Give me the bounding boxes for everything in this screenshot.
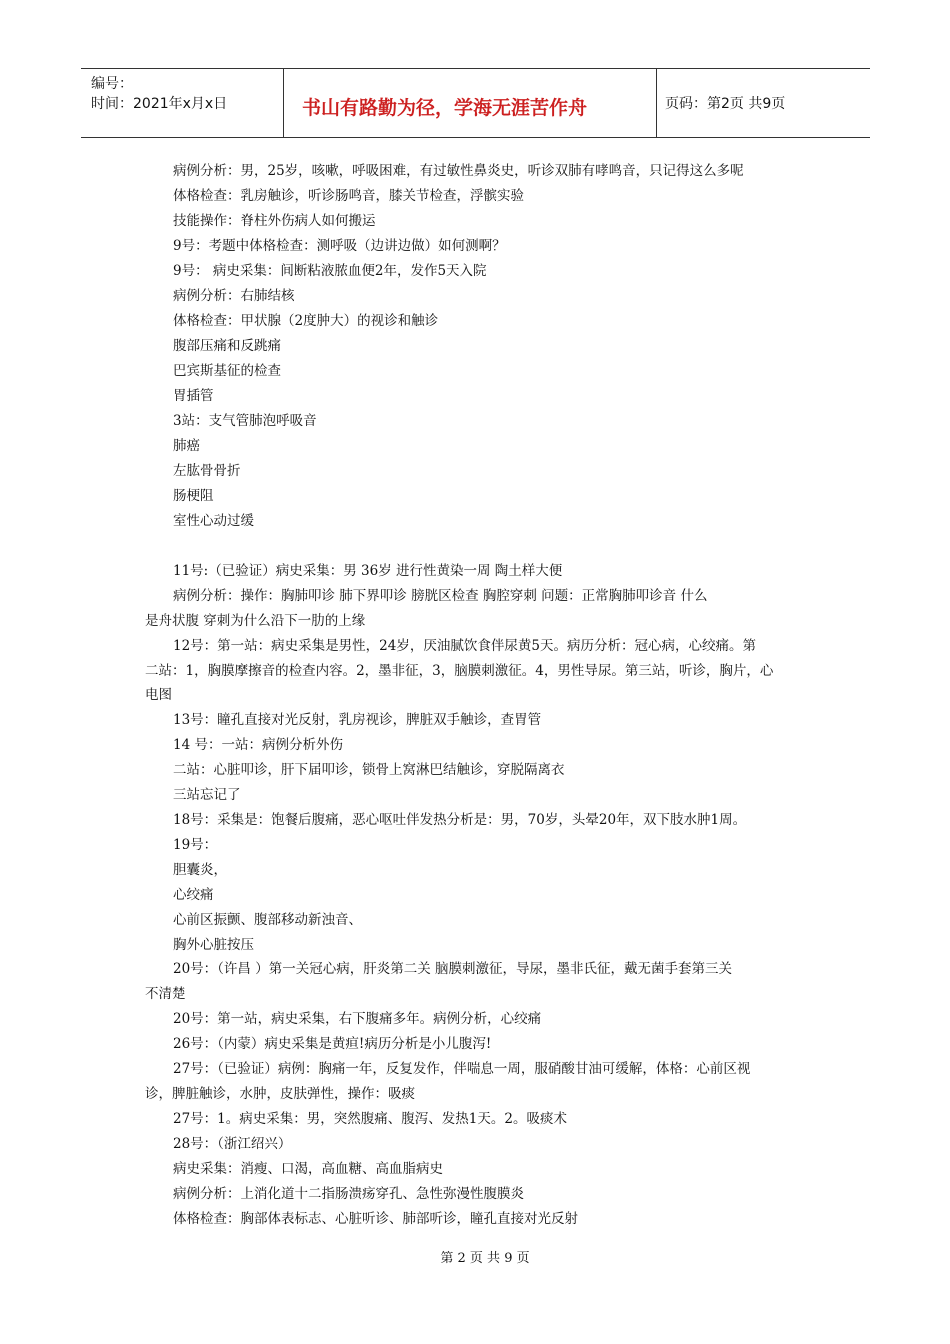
text-line: 二站：心脏叩诊，肝下届叩诊，锁骨上窝淋巴结触诊，穿脱隔离衣: [173, 762, 565, 778]
text-line: 心绞痛: [173, 887, 214, 903]
text-line: 胸外心脏按压: [173, 937, 254, 953]
text-line: 19号：: [173, 837, 218, 853]
text-line: 胆囊炎，: [173, 862, 227, 878]
text-line: 26号：（内蒙）病史采集是黄疸!病历分析是小儿腹泻!: [173, 1036, 492, 1052]
text-line: 14 号：一站：病例分析外伤: [173, 737, 343, 753]
text-line: 3站：支气管肺泡呼吸音: [173, 413, 317, 429]
text-line: 27号：1。病史采集：男，突然腹痛、腹泻、发热1天。2。吸痰术: [173, 1111, 567, 1127]
text-line: 病史采集：消瘦、口渴，高血糖、高血脂病史: [173, 1161, 443, 1177]
text-line: 病例分析：上消化道十二指肠溃疡穿孔、急性弥漫性腹膜炎: [173, 1186, 524, 1202]
header-page-code: 页码：第2页 共9页: [665, 96, 786, 112]
header-info-cell: [81, 69, 284, 137]
text-line: 胃插管: [173, 388, 214, 404]
text-line: 28号：（浙江绍兴）: [173, 1136, 292, 1152]
text-line: 诊，脾脏触诊，水肿，皮肤弹性，操作：吸痰: [145, 1086, 415, 1102]
text-line: 18号：采集是：饱餐后腹痛，恶心呕吐伴发热分析是：男，70岁，头晕20年，双下肢水肿1周。: [173, 812, 747, 828]
document-time-label: 时间：2021年x月x日: [91, 96, 228, 112]
text-line: 20号：第一站，病史采集，右下腹痛多年。病例分析，心绞痛: [173, 1011, 542, 1027]
text-line: 27号：（已验证）病例：胸痛一年，反复发作，伴喘息一周，服硝酸甘油可缓解，体格：心前区视: [173, 1061, 751, 1077]
page-footer: 第 2 页 共 9 页: [440, 1251, 530, 1266]
text-line: 体格检查：乳房触诊，听诊肠鸣音，膝关节检查，浮髌实验: [173, 188, 524, 204]
text-line: 左肱骨骨折: [173, 463, 241, 479]
header-page-cell: [657, 69, 870, 137]
text-line: 病例分析：男，25岁，咳嗽，呼吸困难，有过敏性鼻炎史，听诊双肺有哮鸣音，只记得这么多呢: [173, 163, 744, 179]
header-table: [81, 68, 870, 138]
header-motto: 书山有路勤为径，学海无涯苦作舟: [302, 97, 588, 119]
text-line: 9号： 病史采集：间断粘液脓血便2年，发作5天入院: [173, 263, 487, 279]
text-line: 心前区振颤、腹部移动新浊音、: [173, 912, 362, 928]
text-line: 肠梗阻: [173, 488, 214, 504]
text-line: 技能操作：脊柱外伤病人如何搬运: [173, 213, 376, 229]
text-line: 体格检查：胸部体表标志、心脏听诊、肺部听诊，瞳孔直接对光反射: [173, 1211, 578, 1227]
text-line: 病例分析：右肺结核: [173, 288, 295, 304]
text-line: 病例分析：操作：胸肺叩诊 肺下界叩诊 膀胱区检查 胸腔穿刺 问题：正常胸肺叩诊音 什么: [173, 588, 708, 604]
document-number-label: 编号：: [91, 76, 133, 92]
text-line: 腹部压痛和反跳痛: [173, 338, 281, 354]
text-line: 9号：考题中体格检查：测呼吸（边讲边做）如何测啊？: [173, 238, 506, 254]
text-line: 二站：1，胸膜摩擦音的检查内容。2，墨非征，3，脑膜刺激征。4，男性导尿。第三站，听诊，胸片，心: [145, 663, 774, 679]
text-line: 肺癌: [173, 438, 200, 454]
text-line: 室性心动过缓: [173, 513, 254, 529]
text-line: 不清楚: [145, 986, 186, 1002]
text-line: 12号：第一站：病史采集是男性，24岁，厌油腻饮食伴尿黄5天。病历分析：冠心病，心绞痛。第: [173, 638, 756, 654]
text-line: 11号:（已验证）病史采集：男 36岁 进行性黄染一周 陶土样大便: [173, 563, 563, 579]
header-motto-cell: [284, 69, 657, 137]
text-line: 巴宾斯基征的检查: [173, 363, 281, 379]
text-line: 20号：（许昌 ）第一关冠心病，肝炎第二关 脑膜刺激征，导尿，墨非氏征，戴无菌手套第三关: [173, 961, 733, 977]
text-line: 三站忘记了: [173, 787, 241, 803]
text-line: 13号：瞳孔直接对光反射，乳房视诊，脾脏双手触诊，查胃管: [173, 712, 542, 728]
text-line: 是舟状腹 穿刺为什么沿下一肋的上缘: [145, 613, 366, 629]
text-line: 电图: [145, 687, 172, 703]
text-line: 体格检查：甲状腺（2度肿大）的视诊和触诊: [173, 313, 439, 329]
